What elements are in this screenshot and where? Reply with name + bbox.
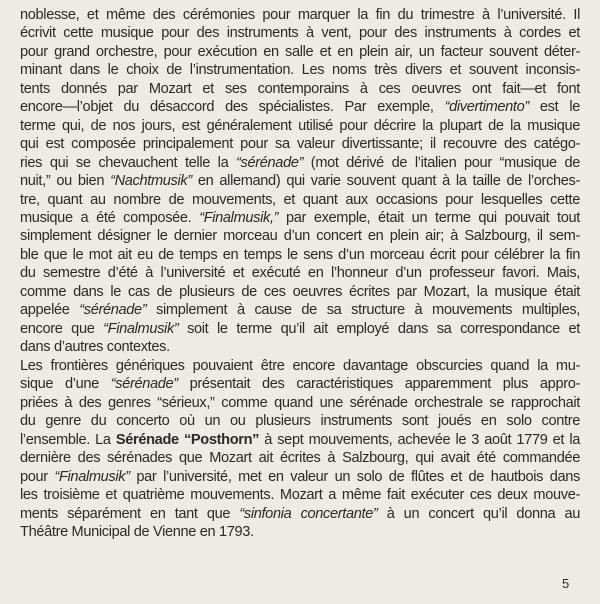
text-line	[20, 468, 580, 486]
text-run: encore—l’objet du désaccord des spécialistes. Par exemple,	[20, 99, 445, 116]
text-line	[20, 320, 580, 338]
text-line	[20, 338, 580, 356]
text-run: du genre du concerto où un ou plusieurs instruments sont joués en solo contre	[20, 413, 580, 430]
text-run: tents donnés par Mozart et ses contemporains à ces oeuvres ont fait—et font	[20, 80, 580, 97]
text-run: noblesse, et même des cérémonies pour marquer la fin du trimestre à l’université. Il	[20, 7, 580, 23]
text-run: est le	[528, 99, 580, 116]
text-line	[20, 523, 580, 541]
text-line	[20, 209, 580, 227]
page-number: 5	[562, 576, 570, 591]
italic-term: “sérénade”	[236, 154, 304, 171]
text-run: simplement à cause de sa structure à mouvements multiples,	[146, 302, 580, 319]
text-line	[20, 431, 580, 449]
text-run: dernière des sérénades que Mozart ait écrites à Salzbourg, qui avait été commandée	[20, 450, 580, 467]
text-run: ble que le mot ait eu de temps en temps le sens d’un morceau écrit pour célébrer la fin	[20, 246, 580, 263]
text-line	[20, 394, 580, 412]
text-run: à un concert qu’il donna au	[377, 505, 581, 522]
text-run: en allemand) qui varie souvent quant à la taille de l’orches-	[191, 173, 581, 190]
text-run: Les frontières génériques pouvaient être encore davantage obscurcies quand la mu-	[20, 358, 580, 374]
text-run: musique a été composée.	[20, 209, 200, 226]
text-run: encore que	[20, 320, 104, 337]
text-run: présentait des caractéristiques apparemment plus appro-	[177, 376, 581, 393]
text-line	[20, 412, 580, 430]
text-run: pour	[20, 468, 55, 485]
text-run: dans d’autres contextes.	[20, 339, 170, 356]
text-line	[20, 227, 580, 245]
text-run: l’ensemble. La	[20, 431, 116, 448]
text-run: Théâtre Municipal de Vienne en 1793.	[20, 524, 254, 541]
paragraph-2	[20, 357, 580, 542]
text-run: ries qui se chevauchent telle la	[20, 154, 237, 171]
text-line	[20, 357, 580, 375]
italic-term: “Finalmusik,”	[199, 209, 279, 226]
text-run: sique d’une	[20, 376, 111, 393]
text-line	[20, 117, 580, 135]
italic-term: “Finalmusik”	[54, 468, 130, 485]
text-line	[20, 24, 580, 42]
text-run: simplement désigner le dernier morceau d’un concert en plein air; à Salzbourg, il sem-	[20, 228, 580, 245]
text-line	[20, 43, 580, 61]
text-run: écrivit cette musique pour des instruments à vent, pour des instruments à cordes et	[20, 25, 580, 42]
text-run: soit le terme qu’il ait employé dans sa correspondance et	[178, 320, 580, 337]
text-run: les troisième et quatrième mouvements. Mozart a même fait exécuter ces deux mouve-	[20, 487, 580, 504]
text-line	[20, 486, 580, 504]
text-line	[20, 80, 580, 98]
text-run: comme dans le cas de plusieurs de ces oeuvres écrites par Mozart, la musique était	[20, 283, 580, 300]
italic-term: “Finalmusik”	[103, 320, 179, 337]
text-line	[20, 505, 580, 523]
bold-title: Sérénade “Posthorn”	[115, 431, 260, 448]
text-line	[20, 375, 580, 393]
text-line	[20, 283, 580, 301]
text-run: par l’université, met en valeur un solo de flûtes et de hautbois dans	[129, 468, 581, 485]
italic-term: “sérénade”	[110, 376, 178, 393]
italic-term: “sérénade”	[79, 302, 147, 319]
text-run: terme qui, de nos jours, est généralement utilisé pour décrire la plupart de la musique	[20, 117, 580, 134]
text-line	[20, 264, 580, 282]
italic-term: “Nachtmusik”	[110, 173, 192, 190]
text-run: (mot dérivé de l’italien pour “musique de	[303, 154, 580, 171]
text-run: qui est composée principalement pour sa valeur divertissante; il recouvre des catégo-	[20, 136, 580, 153]
text-run: à sept mouvements, achevée le 3 août 1779 et la	[259, 431, 580, 448]
text-run: appelée	[20, 302, 80, 319]
text-line	[20, 61, 580, 79]
text-line	[20, 6, 580, 24]
text-run: minant dans le choix de l’instrumentation. Les noms très divers et souvent inconsis-	[20, 62, 580, 79]
text-run: tre, quant au nombre de mouvements, et quant aux occasions pour lesquelles cette	[20, 191, 580, 208]
text-line	[20, 172, 580, 190]
text-line	[20, 191, 580, 209]
paragraph-1	[20, 6, 580, 357]
text-line	[20, 154, 580, 172]
italic-term: “divertimento”	[444, 99, 529, 116]
text-run: nuit,” ou bien	[20, 173, 111, 190]
text-run: ments séparément en tant que	[20, 505, 240, 522]
text-line	[20, 301, 580, 319]
text-run: du semestre d’été à l’université et exécuté en l’honneur d’un professeur favori. Mais,	[20, 265, 580, 282]
text-line	[20, 246, 580, 264]
text-run: par exemple, était un terme qui pouvait tout	[278, 209, 580, 226]
text-line	[20, 449, 580, 467]
italic-term: “sinfonia concertante”	[239, 505, 378, 522]
text-line	[20, 135, 580, 153]
text-line	[20, 98, 580, 116]
text-run: pour grand orchestre, pour exécution en salle et en plein air, un facteur souvent déter-	[20, 43, 580, 60]
text-run: priées à des genres “sérieux,” comme quand une sérénade orchestrale se rapprochait	[20, 394, 580, 411]
